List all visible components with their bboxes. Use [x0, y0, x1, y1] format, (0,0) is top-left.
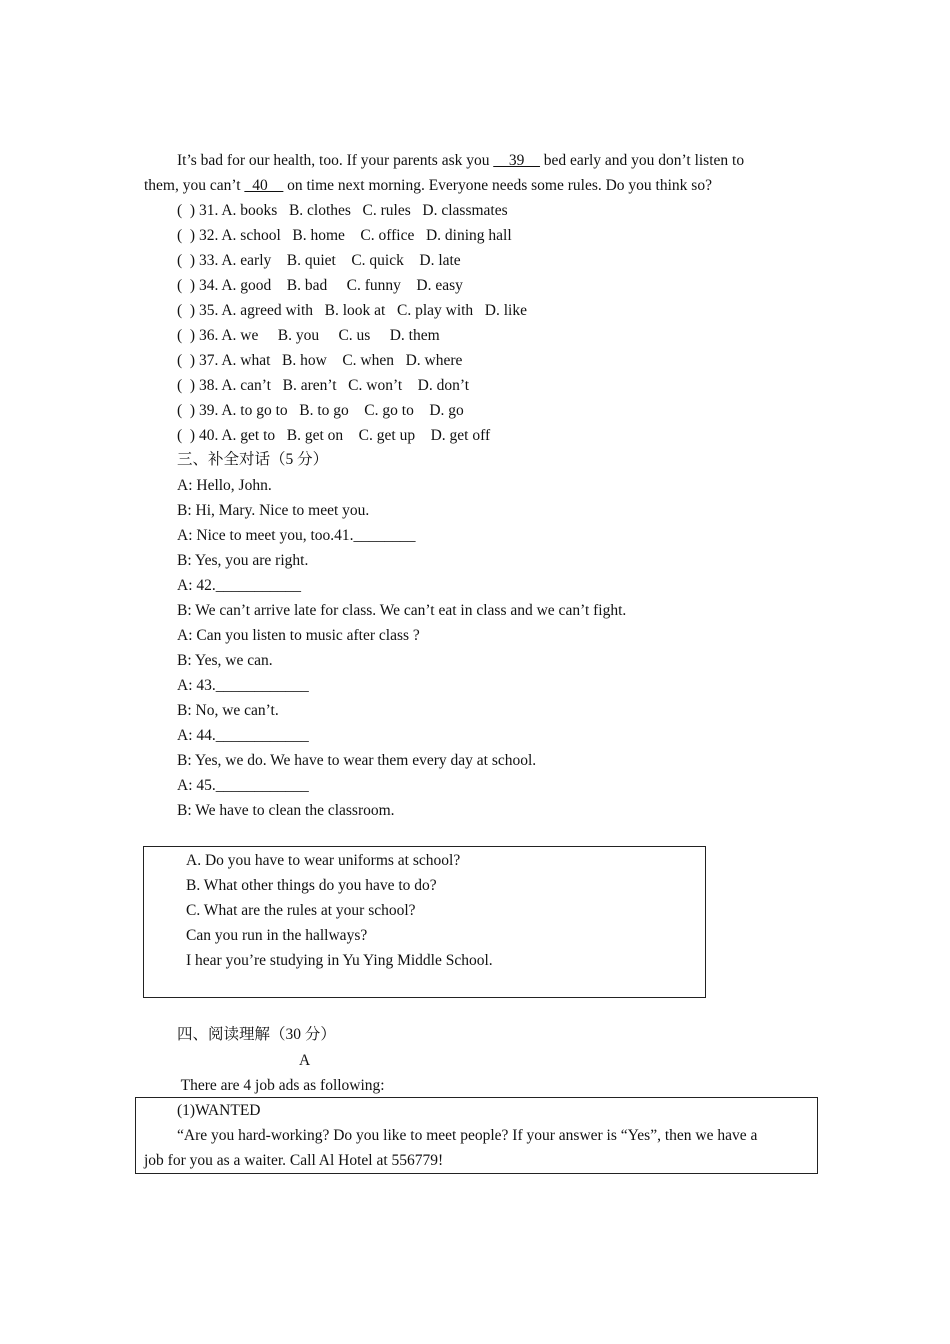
reading-label: A — [299, 1052, 311, 1069]
dialogue-line: B: Yes, you are right. — [177, 552, 309, 569]
blank-39: __39__ — [493, 152, 540, 169]
dialogue-line: A: 43.____________ — [177, 677, 309, 694]
dialogue-line: A: Hello, John. — [177, 477, 272, 494]
ad-text: job for you as a waiter. Call Al Hotel at 556779! — [144, 1152, 444, 1169]
dialogue-line: B: Yes, we do. We have to wear them every day at school. — [177, 752, 537, 769]
dialogue-line: A: 42.___________ — [177, 577, 301, 594]
dialogue-line: A: 44.____________ — [177, 727, 309, 744]
passage-text: on time next morning. Everyone needs some rules. Do you think so? — [283, 177, 712, 194]
blank-40: _40__ — [244, 177, 284, 194]
passage-text: them, you can’t — [144, 177, 245, 194]
option-a: A. Do you have to wear uniforms at school? — [186, 852, 461, 869]
passage-line-1 — [177, 151, 744, 171]
dialogue-line: A: Nice to meet you, too.41.________ — [177, 527, 416, 544]
question-34: ( ) 34. A. good B. bad C. funny D. easy — [177, 277, 463, 294]
question-40: ( ) 40. A. get to B. get on C. get up D. get off — [177, 427, 491, 444]
ad-title: (1)WANTED — [177, 1102, 261, 1119]
question-31: ( ) 31. A. books B. clothes C. rules D. classmates — [177, 202, 508, 219]
question-37: ( ) 37. A. what B. how C. when D. where — [177, 352, 463, 369]
question-35: ( ) 35. A. agreed with B. look at C. play with D. like — [177, 302, 527, 319]
question-33: ( ) 33. A. early B. quiet C. quick D. late — [177, 252, 461, 269]
ads-intro: There are 4 job ads as following: — [177, 1077, 385, 1094]
dialogue-line: B: Yes, we can. — [177, 652, 273, 669]
question-38: ( ) 38. A. can’t B. aren’t C. won’t D. don’t — [177, 377, 470, 394]
question-32: ( ) 32. A. school B. home C. office D. dining hall — [177, 227, 512, 244]
ad-text: “Are you hard-working? Do you like to meet people? If your answer is “Yes”, then we have a — [177, 1127, 758, 1144]
dialogue-line: A: 45.____________ — [177, 777, 309, 794]
dialogue-line: B: Hi, Mary. Nice to meet you. — [177, 502, 370, 519]
section-4-title: 四、阅读理解（30 分） — [177, 1026, 336, 1043]
question-36: ( ) 36. A. we B. you C. us D. them — [177, 327, 440, 344]
dialogue-line: B: We have to clean the classroom. — [177, 802, 395, 819]
option-e: I hear you’re studying in Yu Ying Middle School. — [186, 952, 493, 969]
passage-text: It’s bad for our health, too. If your parents ask you — [177, 152, 494, 169]
question-39: ( ) 39. A. to go to B. to go C. go to D. go — [177, 402, 464, 419]
passage-text: bed early and you don’t listen to — [539, 152, 745, 169]
option-c: C. What are the rules at your school? — [186, 902, 416, 919]
dialogue-line: B: We can’t arrive late for class. We can’t eat in class and we can’t fight. — [177, 602, 627, 619]
dialogue-line: B: No, we can’t. — [177, 702, 279, 719]
passage-line-2 — [144, 176, 712, 196]
section-3-title: 三、补全对话（5 分） — [177, 451, 329, 468]
option-d: Can you run in the hallways? — [186, 927, 368, 944]
dialogue-line: A: Can you listen to music after class ? — [177, 627, 420, 644]
option-b: B. What other things do you have to do? — [186, 877, 437, 894]
